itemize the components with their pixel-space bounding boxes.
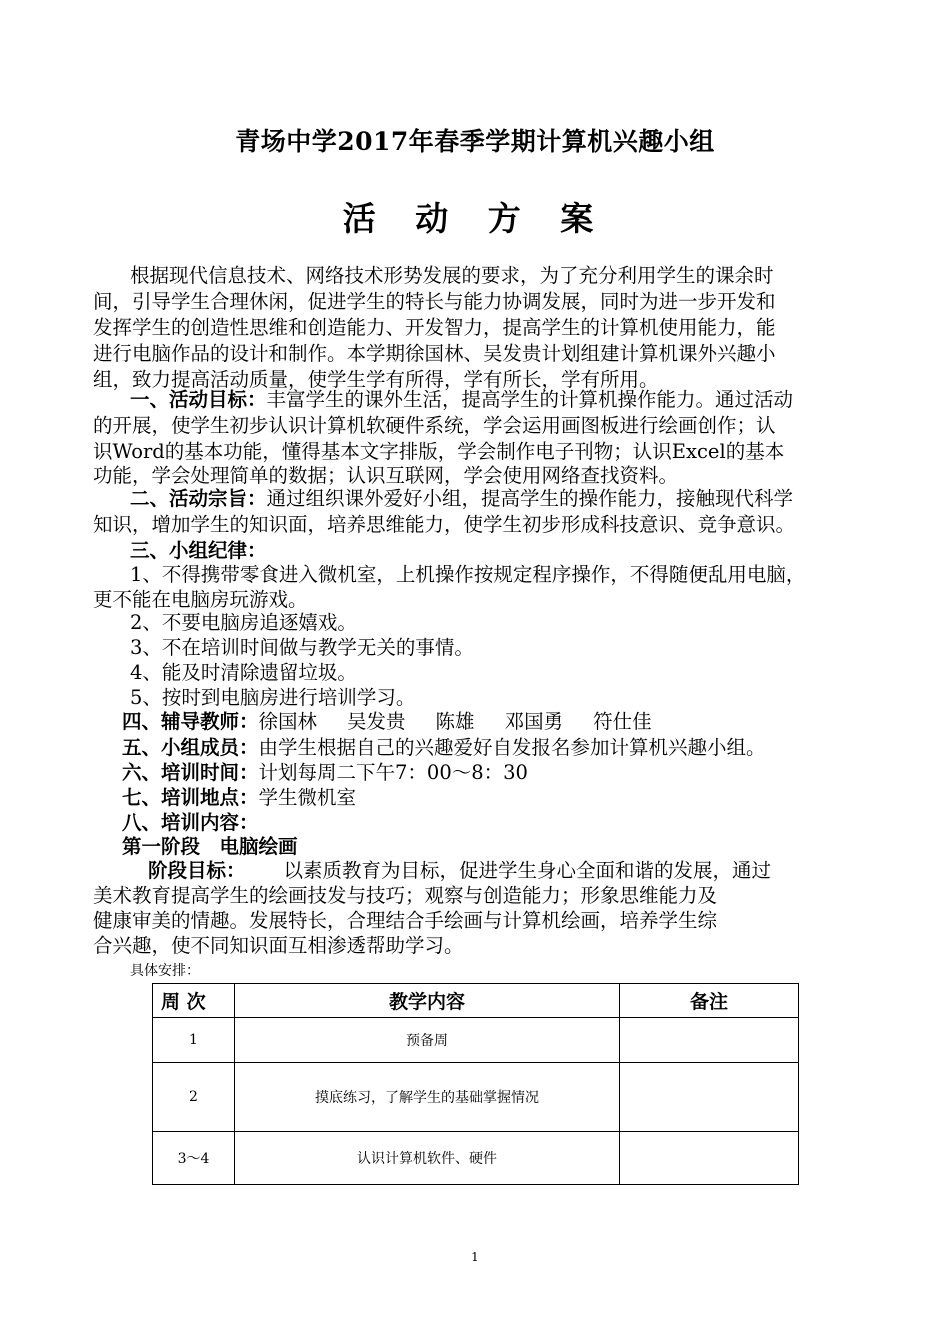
goal-line: 功能，学会处理简单的数据；认识互联网，学会使用网络查找资料。 xyxy=(93,464,679,487)
intro-line: 发挥学生的创造性思维和创造能力、开发智力，提高学生的计算机使用能力，能 xyxy=(93,316,776,339)
table-row xyxy=(153,1018,799,1063)
page-number: 1 xyxy=(471,1250,479,1264)
intro-line: 间，引导学生合理休闲，促进学生的特长与能力协调发展，同时为进一步开发和 xyxy=(93,290,776,313)
intro-line: 组，致力提高活动质量，使学生学有所得，学有所长，学有所用。 xyxy=(93,368,659,391)
rule-item: 5、按时到电脑房进行培训学习。 xyxy=(130,686,416,709)
content-label: 八、培训内容： xyxy=(122,811,259,834)
time-text: 计划每周二下午7：00～8：30 xyxy=(258,761,528,784)
schedule-table xyxy=(152,983,799,1185)
rule-item: 2、不要电脑房追逐嬉戏。 xyxy=(130,611,357,634)
goal-line: 的开展，使学生初步认识计算机软硬件系统，学会运用画图板进行绘画创作；认 xyxy=(93,414,776,437)
purpose-text: 通过组织课外爱好小组，提高学生的操作能力，接触现代科学 xyxy=(266,487,794,510)
stage-goal-line: 健康审美的情趣。发展特长，合理结合手绘画与计算机绘画，培养学生综 xyxy=(93,909,718,932)
rule-item: 更不能在电脑房玩游戏。 xyxy=(93,588,308,611)
table-row xyxy=(153,1132,799,1185)
teacher-name: 吴发贵 xyxy=(347,710,406,733)
members-label: 五、小组成员： xyxy=(122,736,259,759)
purpose-line xyxy=(130,486,793,512)
intro-line: 根据现代信息技术、网络技术形势发展的要求，为了充分利用学生的课余时 xyxy=(130,264,774,287)
arrangement-label: 具体安排： xyxy=(130,963,200,979)
teachers-line xyxy=(122,709,652,735)
teachers-label: 四、辅导教师： xyxy=(122,710,259,733)
cell-content: 预备周 xyxy=(235,1018,620,1063)
intro-line: 进行电脑作品的设计和制作。本学期徐国林、吴发贵计划组建计算机课外兴趣小 xyxy=(93,342,776,365)
cell-week: 1 xyxy=(153,1018,235,1063)
document-title: 青场中学2017年春季学期计算机兴趣小组 xyxy=(235,127,715,156)
header-note: 备注 xyxy=(620,984,799,1018)
purpose-label: 二、活动宗旨： xyxy=(130,487,267,510)
teacher-name: 符仕佳 xyxy=(593,710,652,733)
goal-label: 一、活动目标： xyxy=(130,388,267,411)
stage-goal-line: 合兴趣，使不同知识面互相渗透帮助学习。 xyxy=(93,934,464,957)
cell-week: 3～4 xyxy=(153,1132,235,1185)
members-text: 由学生根据自己的兴趣爱好自发报名参加计算机兴趣小组。 xyxy=(258,736,766,759)
teacher-name: 陈雄 xyxy=(435,710,475,733)
place-text: 学生微机室 xyxy=(258,786,357,809)
cell-content: 认识计算机软件、硬件 xyxy=(235,1132,620,1185)
members-line xyxy=(122,735,766,761)
discipline-label: 三、小组纪律： xyxy=(130,539,267,562)
time-line xyxy=(122,760,528,786)
place-label: 七、培训地点： xyxy=(122,786,259,809)
stage-goal-line xyxy=(148,858,771,884)
cell-note xyxy=(620,1018,799,1063)
cell-week: 2 xyxy=(153,1063,235,1132)
rule-item: 1、不得携带零食进入微机室，上机操作按规定程序操作，不得随便乱用电脑， xyxy=(130,563,806,586)
goal-line xyxy=(130,387,793,413)
stage-goal-text: 以素质教育为目标，促进学生身心全面和谐的发展，通过 xyxy=(283,859,772,882)
rule-item: 3、不在培训时间做与教学无关的事情。 xyxy=(130,636,474,659)
place-line xyxy=(122,785,356,811)
cell-content: 摸底练习，了解学生的基础掌握情况 xyxy=(235,1063,620,1132)
header-content: 教学内容 xyxy=(235,984,620,1018)
stage-goal-line: 美术教育提高学生的绘画技发与技巧；观察与创造能力；形象思维能力及 xyxy=(93,884,718,907)
cell-note xyxy=(620,1063,799,1132)
rule-item: 4、能及时清除遗留垃圾。 xyxy=(130,661,357,684)
header-week: 周 次 xyxy=(153,984,235,1018)
teacher-name: 徐国林 xyxy=(258,710,318,733)
goal-text: 丰富学生的课外生活，提高学生的计算机操作能力。通过活动 xyxy=(266,388,794,411)
stage-title: 第一阶段 电脑绘画 xyxy=(122,835,298,858)
teacher-name: 邓国勇 xyxy=(504,710,564,733)
table-header-row xyxy=(153,984,799,1018)
goal-line: 识Word的基本功能，懂得基本文字排版，学会制作电子刊物；认识Excel的基本 xyxy=(93,440,785,463)
table-row xyxy=(153,1063,799,1132)
document-subtitle: 活 动 方 案 xyxy=(342,199,608,238)
time-label: 六、培训时间： xyxy=(122,761,259,784)
stage-goal-label: 阶段目标： xyxy=(148,859,246,882)
cell-note xyxy=(620,1132,799,1185)
purpose-line: 知识，增加学生的知识面，培养思维能力，使学生初步形成科技意识、竞争意识。 xyxy=(93,513,796,536)
